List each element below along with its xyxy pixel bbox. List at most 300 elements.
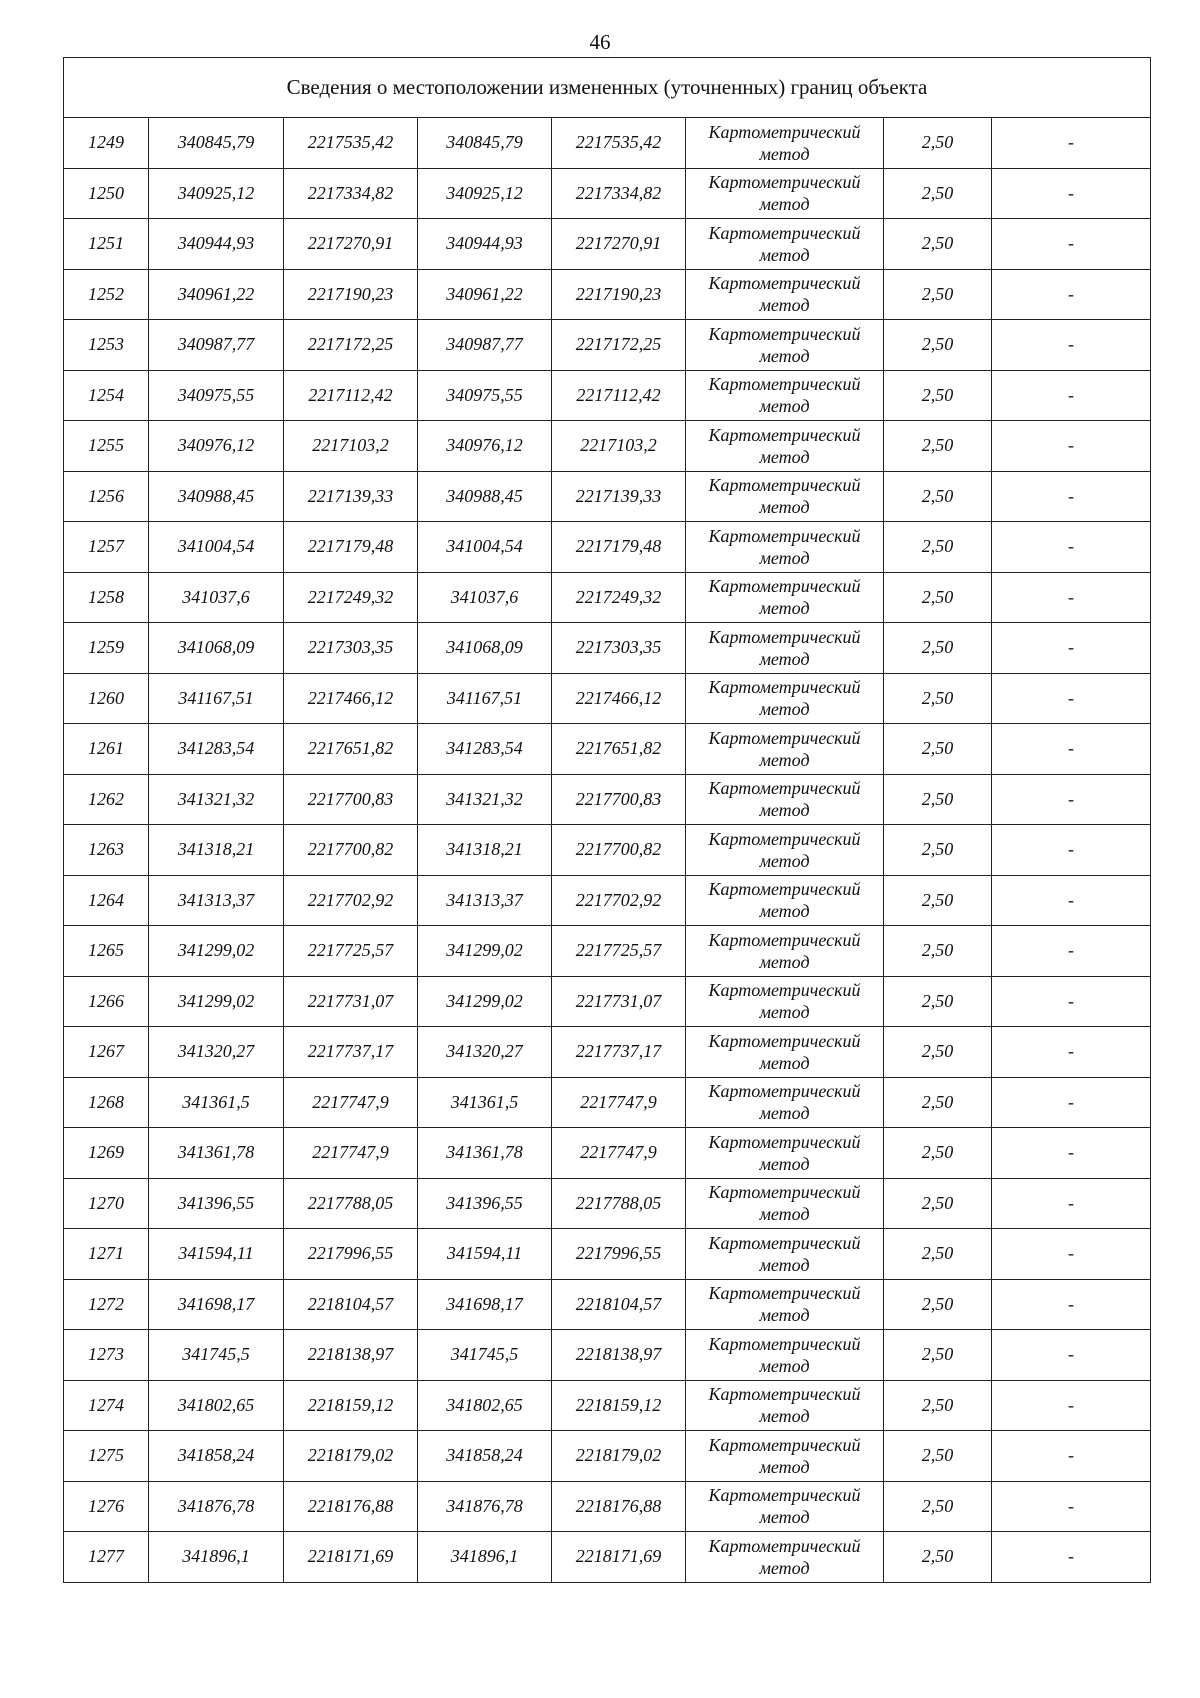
refined-y-cell: 2217466,12 bbox=[552, 673, 686, 724]
existing-y-cell: 2217996,55 bbox=[284, 1229, 418, 1280]
note-cell: - bbox=[992, 1481, 1151, 1532]
note-cell: - bbox=[992, 1178, 1151, 1229]
table-row bbox=[64, 1481, 1151, 1532]
method-line-1: Картометрический bbox=[708, 576, 861, 597]
table-title-row bbox=[64, 58, 1151, 118]
refined-x-cell: 341167,51 bbox=[418, 673, 552, 724]
refined-y-cell: 2217190,23 bbox=[552, 269, 686, 320]
method-line-2: метод bbox=[759, 194, 810, 215]
accuracy-cell: 2,50 bbox=[884, 522, 992, 573]
method-cell bbox=[686, 875, 884, 926]
existing-x-cell: 340925,12 bbox=[149, 168, 284, 219]
method-line-2: метод bbox=[759, 850, 810, 871]
existing-x-cell: 340845,79 bbox=[149, 118, 284, 169]
existing-y-cell: 2217747,9 bbox=[284, 1077, 418, 1128]
table-row bbox=[64, 118, 1151, 169]
refined-x-cell: 341594,11 bbox=[418, 1229, 552, 1280]
table-row bbox=[64, 724, 1151, 775]
existing-y-cell: 2217700,82 bbox=[284, 825, 418, 876]
existing-x-cell: 341876,78 bbox=[149, 1481, 284, 1532]
existing-y-cell: 2218171,69 bbox=[284, 1532, 418, 1583]
table-row bbox=[64, 269, 1151, 320]
method-cell bbox=[686, 1330, 884, 1381]
accuracy-cell: 2,50 bbox=[884, 1330, 992, 1381]
existing-x-cell: 341361,78 bbox=[149, 1128, 284, 1179]
note-cell: - bbox=[992, 219, 1151, 270]
existing-x-cell: 341313,37 bbox=[149, 875, 284, 926]
method-line-1: Картометрический bbox=[708, 121, 861, 142]
point-number-cell: 1256 bbox=[64, 471, 149, 522]
existing-y-cell: 2217725,57 bbox=[284, 926, 418, 977]
method-cell bbox=[686, 269, 884, 320]
table-row bbox=[64, 1027, 1151, 1078]
method-cell bbox=[686, 724, 884, 775]
accuracy-cell: 2,50 bbox=[884, 926, 992, 977]
method-line-2: метод bbox=[759, 1153, 810, 1174]
boundary-table bbox=[63, 57, 1151, 1583]
note-cell: - bbox=[992, 1229, 1151, 1280]
method-cell bbox=[686, 1532, 884, 1583]
table-row bbox=[64, 623, 1151, 674]
point-number-cell: 1260 bbox=[64, 673, 149, 724]
method-line-1: Картометрический bbox=[708, 778, 861, 799]
point-number-cell: 1265 bbox=[64, 926, 149, 977]
point-number-cell: 1267 bbox=[64, 1027, 149, 1078]
existing-x-cell: 341594,11 bbox=[149, 1229, 284, 1280]
method-line-1: Картометрический bbox=[708, 424, 861, 445]
method-cell bbox=[686, 219, 884, 270]
refined-x-cell: 341299,02 bbox=[418, 926, 552, 977]
table-row bbox=[64, 1380, 1151, 1431]
point-number-cell: 1266 bbox=[64, 976, 149, 1027]
method-line-2: метод bbox=[759, 648, 810, 669]
method-line-1: Картометрический bbox=[708, 1485, 861, 1506]
refined-x-cell: 341858,24 bbox=[418, 1431, 552, 1482]
refined-y-cell: 2217747,9 bbox=[552, 1077, 686, 1128]
point-number-cell: 1268 bbox=[64, 1077, 149, 1128]
method-line-2: метод bbox=[759, 1103, 810, 1124]
note-cell: - bbox=[992, 1330, 1151, 1381]
method-line-1: Картометрический bbox=[708, 323, 861, 344]
note-cell: - bbox=[992, 572, 1151, 623]
note-cell: - bbox=[992, 774, 1151, 825]
method-line-2: метод bbox=[759, 699, 810, 720]
accuracy-cell: 2,50 bbox=[884, 724, 992, 775]
refined-y-cell: 2217270,91 bbox=[552, 219, 686, 270]
table-row bbox=[64, 421, 1151, 472]
point-number-cell: 1270 bbox=[64, 1178, 149, 1229]
existing-y-cell: 2217303,35 bbox=[284, 623, 418, 674]
method-cell bbox=[686, 1128, 884, 1179]
refined-x-cell: 341698,17 bbox=[418, 1279, 552, 1330]
method-cell bbox=[686, 1380, 884, 1431]
refined-y-cell: 2217535,42 bbox=[552, 118, 686, 169]
existing-y-cell: 2217172,25 bbox=[284, 320, 418, 371]
accuracy-cell: 2,50 bbox=[884, 976, 992, 1027]
method-line-1: Картометрический bbox=[708, 374, 861, 395]
refined-y-cell: 2218176,88 bbox=[552, 1481, 686, 1532]
method-line-2: метод bbox=[759, 901, 810, 922]
existing-y-cell: 2218159,12 bbox=[284, 1380, 418, 1431]
method-line-2: метод bbox=[759, 345, 810, 366]
note-cell: - bbox=[992, 1027, 1151, 1078]
point-number-cell: 1253 bbox=[64, 320, 149, 371]
accuracy-cell: 2,50 bbox=[884, 1532, 992, 1583]
note-cell: - bbox=[992, 370, 1151, 421]
table-row bbox=[64, 1229, 1151, 1280]
method-cell bbox=[686, 572, 884, 623]
method-cell bbox=[686, 976, 884, 1027]
refined-y-cell: 2218159,12 bbox=[552, 1380, 686, 1431]
method-line-2: метод bbox=[759, 1507, 810, 1528]
point-number-cell: 1249 bbox=[64, 118, 149, 169]
refined-x-cell: 341299,02 bbox=[418, 976, 552, 1027]
refined-x-cell: 340961,22 bbox=[418, 269, 552, 320]
point-number-cell: 1273 bbox=[64, 1330, 149, 1381]
accuracy-cell: 2,50 bbox=[884, 1431, 992, 1482]
accuracy-cell: 2,50 bbox=[884, 673, 992, 724]
method-cell bbox=[686, 926, 884, 977]
method-line-1: Картометрический bbox=[708, 626, 861, 647]
method-cell bbox=[686, 1027, 884, 1078]
existing-x-cell: 341320,27 bbox=[149, 1027, 284, 1078]
accuracy-cell: 2,50 bbox=[884, 421, 992, 472]
point-number-cell: 1269 bbox=[64, 1128, 149, 1179]
method-line-2: метод bbox=[759, 547, 810, 568]
accuracy-cell: 2,50 bbox=[884, 1027, 992, 1078]
accuracy-cell: 2,50 bbox=[884, 1481, 992, 1532]
accuracy-cell: 2,50 bbox=[884, 572, 992, 623]
existing-y-cell: 2218138,97 bbox=[284, 1330, 418, 1381]
refined-y-cell: 2217249,32 bbox=[552, 572, 686, 623]
refined-y-cell: 2217172,25 bbox=[552, 320, 686, 371]
refined-x-cell: 341876,78 bbox=[418, 1481, 552, 1532]
table-row bbox=[64, 673, 1151, 724]
existing-x-cell: 341802,65 bbox=[149, 1380, 284, 1431]
method-line-2: метод bbox=[759, 143, 810, 164]
accuracy-cell: 2,50 bbox=[884, 1077, 992, 1128]
existing-y-cell: 2218179,02 bbox=[284, 1431, 418, 1482]
refined-x-cell: 340845,79 bbox=[418, 118, 552, 169]
method-line-1: Картометрический bbox=[708, 475, 861, 496]
table-row bbox=[64, 572, 1151, 623]
accuracy-cell: 2,50 bbox=[884, 370, 992, 421]
method-line-1: Картометрический bbox=[708, 879, 861, 900]
method-line-1: Картометрический bbox=[708, 1131, 861, 1152]
note-cell: - bbox=[992, 1077, 1151, 1128]
refined-y-cell: 2217725,57 bbox=[552, 926, 686, 977]
existing-x-cell: 341318,21 bbox=[149, 825, 284, 876]
point-number-cell: 1262 bbox=[64, 774, 149, 825]
existing-x-cell: 341037,6 bbox=[149, 572, 284, 623]
accuracy-cell: 2,50 bbox=[884, 875, 992, 926]
accuracy-cell: 2,50 bbox=[884, 1380, 992, 1431]
page-number: 46 bbox=[589, 30, 611, 54]
note-cell: - bbox=[992, 673, 1151, 724]
existing-x-cell: 341283,54 bbox=[149, 724, 284, 775]
refined-y-cell: 2217700,82 bbox=[552, 825, 686, 876]
method-line-1: Картометрический bbox=[708, 929, 861, 950]
refined-y-cell: 2217737,17 bbox=[552, 1027, 686, 1078]
method-cell bbox=[686, 1178, 884, 1229]
note-cell: - bbox=[992, 522, 1151, 573]
method-line-2: метод bbox=[759, 244, 810, 265]
point-number-cell: 1257 bbox=[64, 522, 149, 573]
method-line-2: метод bbox=[759, 1052, 810, 1073]
refined-y-cell: 2217112,42 bbox=[552, 370, 686, 421]
accuracy-cell: 2,50 bbox=[884, 320, 992, 371]
note-cell: - bbox=[992, 976, 1151, 1027]
method-cell bbox=[686, 421, 884, 472]
method-cell bbox=[686, 673, 884, 724]
point-number-cell: 1264 bbox=[64, 875, 149, 926]
refined-y-cell: 2217303,35 bbox=[552, 623, 686, 674]
refined-x-cell: 341802,65 bbox=[418, 1380, 552, 1431]
point-number-cell: 1261 bbox=[64, 724, 149, 775]
method-line-1: Картометрический bbox=[708, 273, 861, 294]
method-cell bbox=[686, 168, 884, 219]
existing-x-cell: 341068,09 bbox=[149, 623, 284, 674]
refined-x-cell: 341361,78 bbox=[418, 1128, 552, 1179]
point-number-cell: 1250 bbox=[64, 168, 149, 219]
method-line-2: метод bbox=[759, 1557, 810, 1578]
refined-y-cell: 2217996,55 bbox=[552, 1229, 686, 1280]
existing-x-cell: 340961,22 bbox=[149, 269, 284, 320]
refined-x-cell: 341896,1 bbox=[418, 1532, 552, 1583]
method-line-1: Картометрический bbox=[708, 1535, 861, 1556]
method-line-1: Картометрический bbox=[708, 1384, 861, 1405]
accuracy-cell: 2,50 bbox=[884, 471, 992, 522]
point-number-cell: 1254 bbox=[64, 370, 149, 421]
note-cell: - bbox=[992, 421, 1151, 472]
note-cell: - bbox=[992, 1380, 1151, 1431]
accuracy-cell: 2,50 bbox=[884, 1279, 992, 1330]
table-row bbox=[64, 1178, 1151, 1229]
table-row bbox=[64, 926, 1151, 977]
existing-y-cell: 2217747,9 bbox=[284, 1128, 418, 1179]
accuracy-cell: 2,50 bbox=[884, 623, 992, 674]
refined-x-cell: 341068,09 bbox=[418, 623, 552, 674]
accuracy-cell: 2,50 bbox=[884, 219, 992, 270]
existing-y-cell: 2217334,82 bbox=[284, 168, 418, 219]
existing-x-cell: 341896,1 bbox=[149, 1532, 284, 1583]
point-number-cell: 1277 bbox=[64, 1532, 149, 1583]
refined-x-cell: 341037,6 bbox=[418, 572, 552, 623]
refined-y-cell: 2217747,9 bbox=[552, 1128, 686, 1179]
method-cell bbox=[686, 370, 884, 421]
table-row bbox=[64, 471, 1151, 522]
point-number-cell: 1263 bbox=[64, 825, 149, 876]
accuracy-cell: 2,50 bbox=[884, 825, 992, 876]
existing-x-cell: 341745,5 bbox=[149, 1330, 284, 1381]
method-line-2: метод bbox=[759, 1456, 810, 1477]
note-cell: - bbox=[992, 875, 1151, 926]
point-number-cell: 1258 bbox=[64, 572, 149, 623]
refined-x-cell: 340944,93 bbox=[418, 219, 552, 270]
method-line-1: Картометрический bbox=[708, 222, 861, 243]
refined-x-cell: 340987,77 bbox=[418, 320, 552, 371]
point-number-cell: 1275 bbox=[64, 1431, 149, 1482]
refined-y-cell: 2217651,82 bbox=[552, 724, 686, 775]
note-cell: - bbox=[992, 269, 1151, 320]
note-cell: - bbox=[992, 1431, 1151, 1482]
existing-y-cell: 2217103,2 bbox=[284, 421, 418, 472]
refined-y-cell: 2217179,48 bbox=[552, 522, 686, 573]
method-line-1: Картометрический bbox=[708, 1182, 861, 1203]
method-line-1: Картометрический bbox=[708, 980, 861, 1001]
note-cell: - bbox=[992, 623, 1151, 674]
point-number-cell: 1274 bbox=[64, 1380, 149, 1431]
refined-x-cell: 340988,45 bbox=[418, 471, 552, 522]
method-cell bbox=[686, 774, 884, 825]
existing-x-cell: 341698,17 bbox=[149, 1279, 284, 1330]
existing-x-cell: 341299,02 bbox=[149, 926, 284, 977]
method-line-2: метод bbox=[759, 396, 810, 417]
refined-x-cell: 341283,54 bbox=[418, 724, 552, 775]
refined-x-cell: 341745,5 bbox=[418, 1330, 552, 1381]
method-line-1: Картометрический bbox=[708, 1232, 861, 1253]
method-line-2: метод bbox=[759, 951, 810, 972]
table-row bbox=[64, 370, 1151, 421]
existing-x-cell: 341858,24 bbox=[149, 1431, 284, 1482]
existing-x-cell: 341321,32 bbox=[149, 774, 284, 825]
method-cell bbox=[686, 1431, 884, 1482]
accuracy-cell: 2,50 bbox=[884, 1229, 992, 1280]
point-number-cell: 1272 bbox=[64, 1279, 149, 1330]
existing-y-cell: 2217139,33 bbox=[284, 471, 418, 522]
refined-y-cell: 2218104,57 bbox=[552, 1279, 686, 1330]
point-number-cell: 1259 bbox=[64, 623, 149, 674]
method-cell bbox=[686, 320, 884, 371]
existing-x-cell: 340976,12 bbox=[149, 421, 284, 472]
table-row bbox=[64, 825, 1151, 876]
method-line-1: Картометрический bbox=[708, 1434, 861, 1455]
refined-y-cell: 2218179,02 bbox=[552, 1431, 686, 1482]
refined-x-cell: 341318,21 bbox=[418, 825, 552, 876]
accuracy-cell: 2,50 bbox=[884, 774, 992, 825]
refined-y-cell: 2218171,69 bbox=[552, 1532, 686, 1583]
method-line-2: метод bbox=[759, 497, 810, 518]
refined-x-cell: 341313,37 bbox=[418, 875, 552, 926]
refined-y-cell: 2217702,92 bbox=[552, 875, 686, 926]
table-row bbox=[64, 168, 1151, 219]
method-line-1: Картометрический bbox=[708, 828, 861, 849]
refined-x-cell: 341361,5 bbox=[418, 1077, 552, 1128]
existing-y-cell: 2217788,05 bbox=[284, 1178, 418, 1229]
refined-x-cell: 340976,12 bbox=[418, 421, 552, 472]
existing-y-cell: 2217466,12 bbox=[284, 673, 418, 724]
existing-y-cell: 2217179,48 bbox=[284, 522, 418, 573]
existing-x-cell: 341167,51 bbox=[149, 673, 284, 724]
note-cell: - bbox=[992, 118, 1151, 169]
method-line-2: метод bbox=[759, 1355, 810, 1376]
refined-x-cell: 340925,12 bbox=[418, 168, 552, 219]
existing-y-cell: 2217112,42 bbox=[284, 370, 418, 421]
accuracy-cell: 2,50 bbox=[884, 269, 992, 320]
method-cell bbox=[686, 118, 884, 169]
table-row bbox=[64, 1532, 1151, 1583]
note-cell: - bbox=[992, 825, 1151, 876]
existing-y-cell: 2217249,32 bbox=[284, 572, 418, 623]
existing-y-cell: 2217700,83 bbox=[284, 774, 418, 825]
accuracy-cell: 2,50 bbox=[884, 1128, 992, 1179]
table-row bbox=[64, 219, 1151, 270]
existing-y-cell: 2217535,42 bbox=[284, 118, 418, 169]
existing-y-cell: 2218104,57 bbox=[284, 1279, 418, 1330]
method-cell bbox=[686, 1077, 884, 1128]
existing-y-cell: 2217190,23 bbox=[284, 269, 418, 320]
method-cell bbox=[686, 471, 884, 522]
note-cell: - bbox=[992, 1532, 1151, 1583]
point-number-cell: 1255 bbox=[64, 421, 149, 472]
refined-x-cell: 341004,54 bbox=[418, 522, 552, 573]
table-row bbox=[64, 1431, 1151, 1482]
refined-y-cell: 2217700,83 bbox=[552, 774, 686, 825]
method-cell bbox=[686, 522, 884, 573]
refined-y-cell: 2217139,33 bbox=[552, 471, 686, 522]
method-line-2: метод bbox=[759, 1254, 810, 1275]
method-cell bbox=[686, 825, 884, 876]
accuracy-cell: 2,50 bbox=[884, 118, 992, 169]
refined-y-cell: 2217103,2 bbox=[552, 421, 686, 472]
method-cell bbox=[686, 1279, 884, 1330]
method-line-1: Картометрический bbox=[708, 1333, 861, 1354]
method-line-2: метод bbox=[759, 1204, 810, 1225]
refined-x-cell: 341396,55 bbox=[418, 1178, 552, 1229]
method-line-2: метод bbox=[759, 295, 810, 316]
existing-x-cell: 341299,02 bbox=[149, 976, 284, 1027]
method-cell bbox=[686, 1229, 884, 1280]
note-cell: - bbox=[992, 926, 1151, 977]
refined-y-cell: 2217788,05 bbox=[552, 1178, 686, 1229]
table-row bbox=[64, 1128, 1151, 1179]
method-line-1: Картометрический bbox=[708, 727, 861, 748]
existing-x-cell: 341004,54 bbox=[149, 522, 284, 573]
refined-y-cell: 2217334,82 bbox=[552, 168, 686, 219]
existing-y-cell: 2217270,91 bbox=[284, 219, 418, 270]
table-title: Сведения о местоположении измененных (уточненных) границ объекта bbox=[64, 58, 1151, 118]
method-line-1: Картометрический bbox=[708, 525, 861, 546]
existing-x-cell: 340944,93 bbox=[149, 219, 284, 270]
method-line-2: метод bbox=[759, 446, 810, 467]
method-line-1: Картометрический bbox=[708, 677, 861, 698]
method-line-2: метод bbox=[759, 1305, 810, 1326]
table-row bbox=[64, 774, 1151, 825]
accuracy-cell: 2,50 bbox=[884, 1178, 992, 1229]
table-row bbox=[64, 1330, 1151, 1381]
point-number-cell: 1252 bbox=[64, 269, 149, 320]
refined-x-cell: 341321,32 bbox=[418, 774, 552, 825]
point-number-cell: 1271 bbox=[64, 1229, 149, 1280]
method-line-2: метод bbox=[759, 598, 810, 619]
accuracy-cell: 2,50 bbox=[884, 168, 992, 219]
note-cell: - bbox=[992, 471, 1151, 522]
method-line-2: метод bbox=[759, 749, 810, 770]
existing-y-cell: 2218176,88 bbox=[284, 1481, 418, 1532]
existing-x-cell: 341396,55 bbox=[149, 1178, 284, 1229]
table-row bbox=[64, 875, 1151, 926]
method-line-1: Картометрический bbox=[708, 1030, 861, 1051]
method-line-1: Картометрический bbox=[708, 172, 861, 193]
method-line-2: метод bbox=[759, 1002, 810, 1023]
method-line-2: метод bbox=[759, 800, 810, 821]
existing-x-cell: 340988,45 bbox=[149, 471, 284, 522]
existing-y-cell: 2217737,17 bbox=[284, 1027, 418, 1078]
existing-y-cell: 2217651,82 bbox=[284, 724, 418, 775]
table-row bbox=[64, 976, 1151, 1027]
note-cell: - bbox=[992, 1279, 1151, 1330]
table-row bbox=[64, 1077, 1151, 1128]
